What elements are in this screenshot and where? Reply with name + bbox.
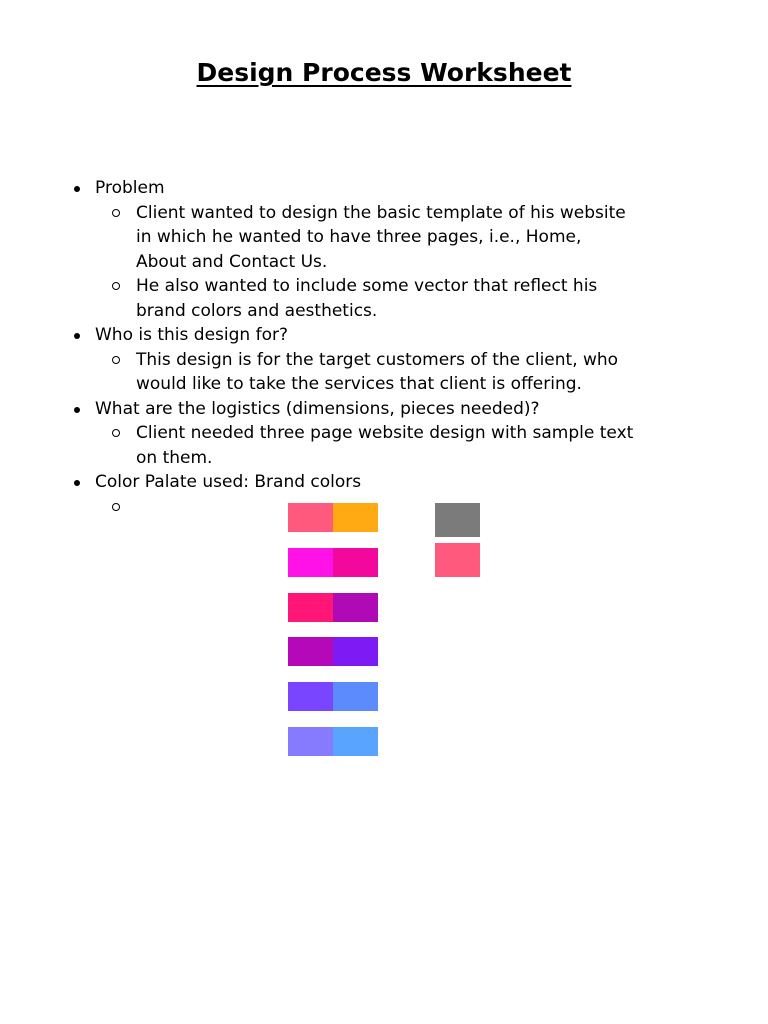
section-heading: Problem <box>95 178 165 198</box>
color-swatch <box>333 637 378 666</box>
section-heading: Who is this design for? <box>95 325 288 345</box>
bullet-icon <box>74 186 80 192</box>
color-swatch <box>333 593 378 622</box>
section-logistics <box>0 397 768 422</box>
hollow-bullet-icon <box>112 356 120 364</box>
list-item-text: Client needed three page website design with sample text on them. <box>136 423 634 468</box>
section-heading: Color Palate used: Brand colors <box>95 472 362 492</box>
color-swatch <box>288 593 333 622</box>
section-problem <box>0 176 768 201</box>
hollow-bullet-icon <box>112 282 120 290</box>
color-swatch <box>435 543 480 577</box>
color-swatch <box>333 548 378 577</box>
bullet-icon <box>74 480 80 486</box>
hollow-bullet-icon <box>112 503 120 511</box>
color-swatch <box>288 727 333 756</box>
list-item-text: This design is for the target customers of the client, who would like to take the services that client is offering. <box>136 349 619 394</box>
page-title-text: Design Process Worksheet <box>196 58 572 87</box>
list-item <box>0 348 768 397</box>
color-swatch <box>288 503 333 532</box>
list-item <box>0 201 768 275</box>
color-swatch <box>288 682 333 711</box>
list-item-palette <box>0 495 768 520</box>
list-item-text: Client wanted to design the basic template of his website in which he wanted to have three pages, i.e., Home, About and Contact Us. <box>136 202 626 272</box>
color-swatch <box>333 727 378 756</box>
page-title <box>0 56 768 90</box>
hollow-bullet-icon <box>112 209 120 217</box>
section-heading: What are the logistics (dimensions, pieces needed)? <box>95 398 540 419</box>
bullet-icon <box>74 333 80 339</box>
color-swatch <box>435 503 480 537</box>
list-item-text: He also wanted to include some vector that reflect his brand colors and aesthetics. <box>136 276 598 321</box>
color-swatch <box>333 682 378 711</box>
worksheet-content <box>0 176 768 519</box>
bullet-icon <box>74 407 80 413</box>
color-swatch <box>288 637 333 666</box>
color-swatch <box>288 548 333 577</box>
color-swatch <box>333 503 378 532</box>
list-item <box>0 274 768 323</box>
list-item <box>0 421 768 470</box>
hollow-bullet-icon <box>112 429 120 437</box>
section-color-palette <box>0 470 768 495</box>
section-audience <box>0 323 768 348</box>
